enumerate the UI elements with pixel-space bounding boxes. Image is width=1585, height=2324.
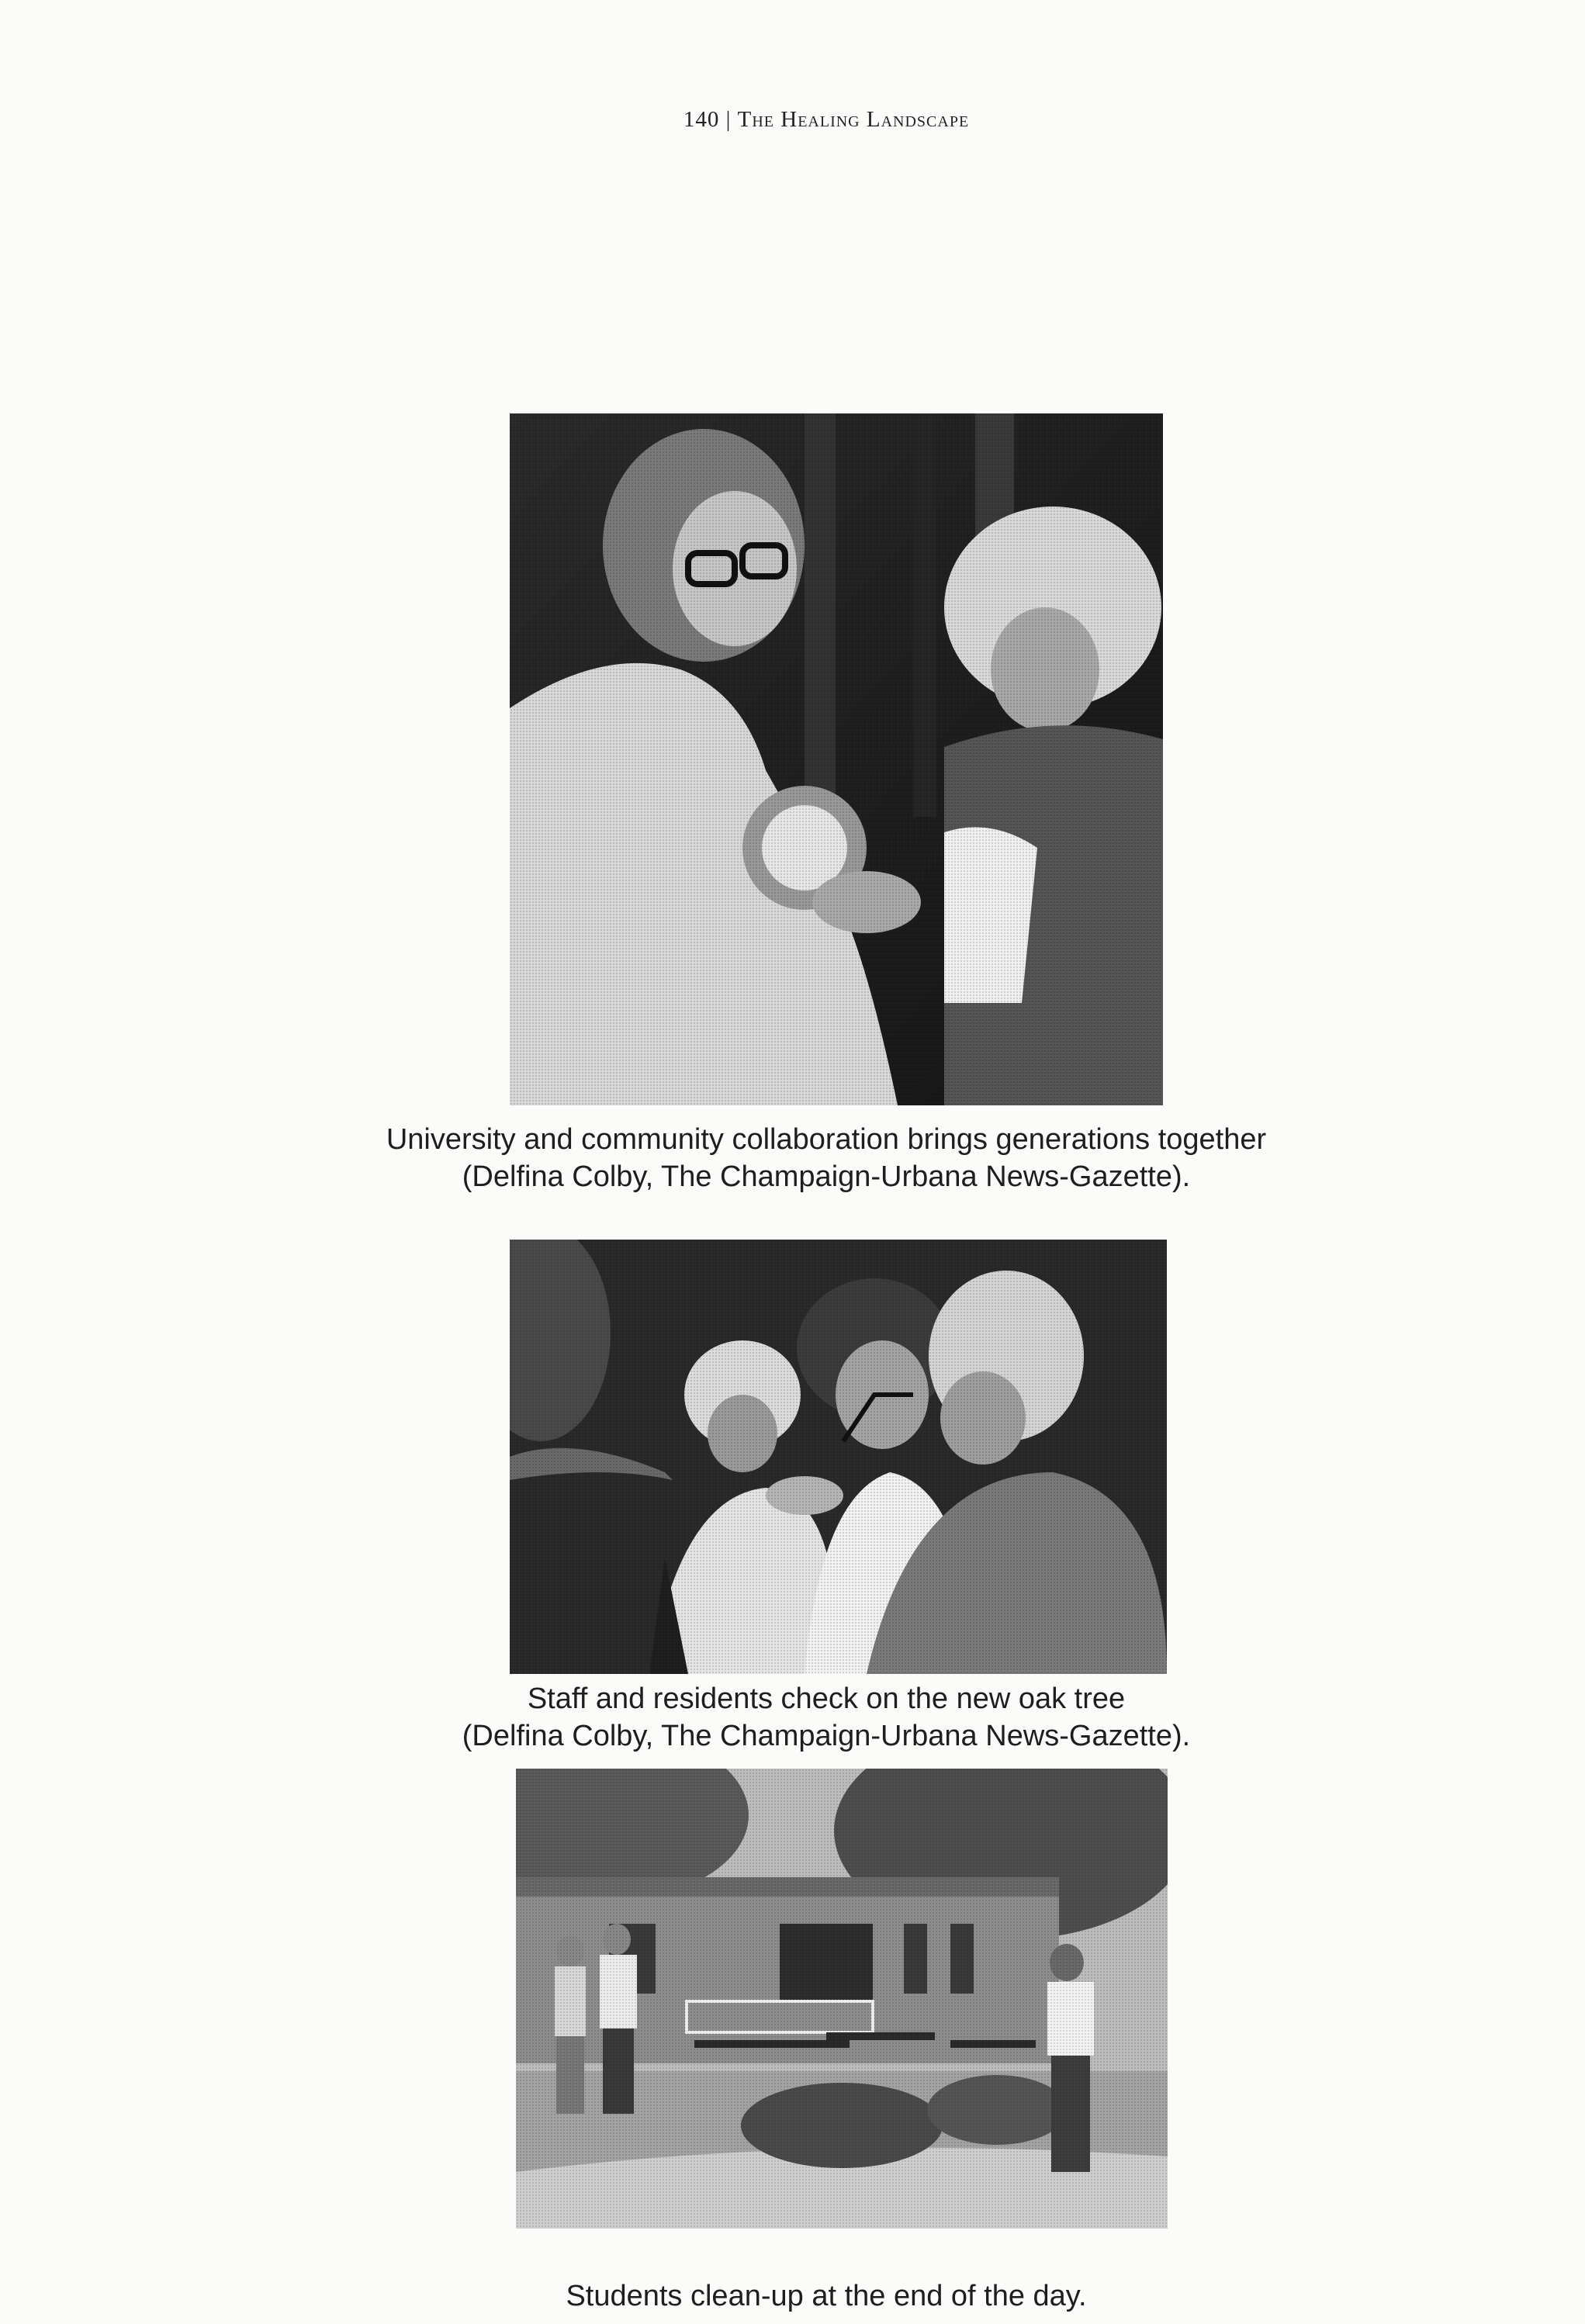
photo-students-cleanup: [516, 1769, 1168, 2229]
book-title: The Healing Landscape: [737, 107, 970, 132]
header-separator: |: [725, 107, 732, 132]
figure-caption: [0, 1680, 1585, 1755]
photo-oak-tree: [510, 1240, 1167, 1674]
figure-caption: [0, 1121, 1585, 1195]
caption-line: Staff and residents check on the new oak tree: [527, 1682, 1126, 1715]
caption-line: Students clean-up at the end of the day.: [566, 2280, 1087, 2312]
page-number: 140: [683, 107, 720, 132]
figure-caption: [0, 2277, 1585, 2315]
photo-generations-together: [510, 413, 1163, 1105]
caption-line: University and community collaboration brings generations together: [386, 1123, 1267, 1156]
caption-credit: (Delfina Colby, The Champaign-Urbana News-Gazette).: [462, 1160, 1191, 1193]
caption-credit: (Delfina Colby, The Champaign-Urbana News-Gazette).: [462, 1720, 1191, 1752]
running-head: [0, 107, 1585, 133]
